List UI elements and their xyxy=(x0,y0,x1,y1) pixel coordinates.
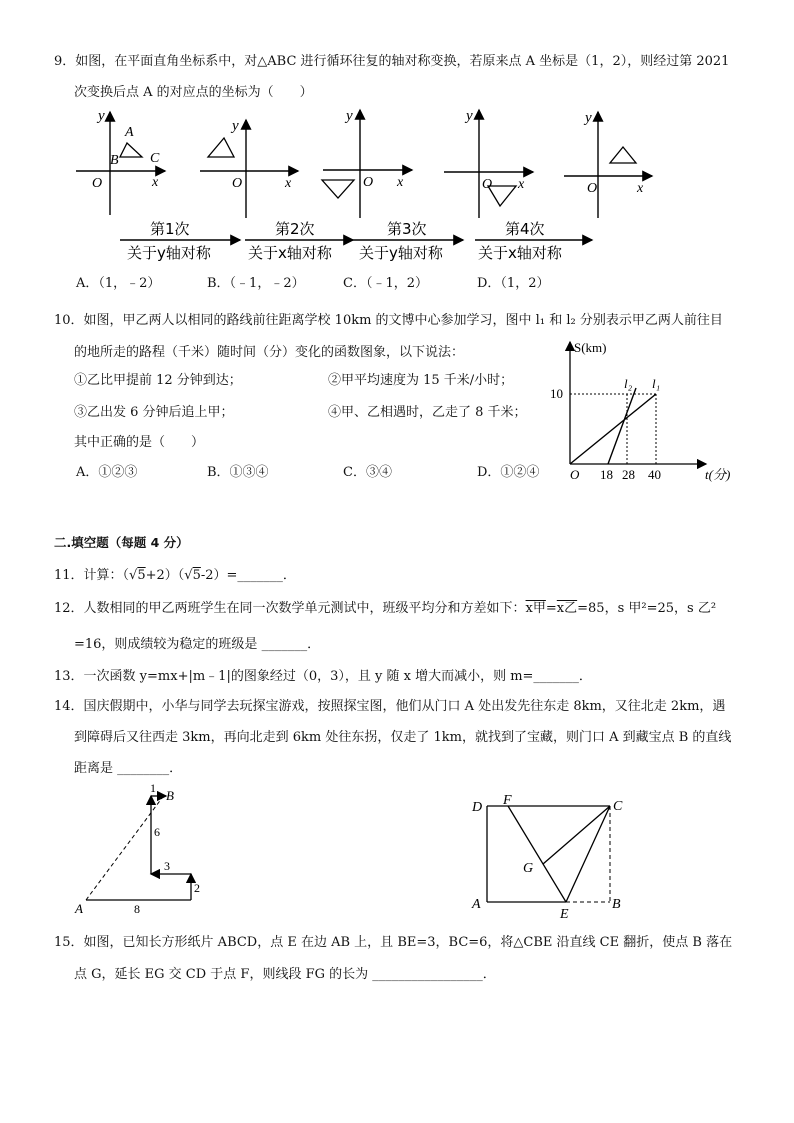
graph-y-tick-10: 10 xyxy=(550,386,563,401)
q13-line: 13．一次函数 y=mx+|m﹣1|的图象经过（0，3），且 y 随 x 增大而减小，则 m=_______． xyxy=(54,669,592,684)
axis-y-label: y xyxy=(98,108,105,124)
label-l2: l₂ xyxy=(624,376,633,391)
q9-option-d: D．（1，2） xyxy=(477,276,550,291)
step-4-label: 第4次 xyxy=(505,220,545,238)
point-b-label: B xyxy=(110,153,119,168)
point-c: C xyxy=(613,799,623,814)
svg-text:O: O xyxy=(363,175,374,190)
svg-text:y: y xyxy=(466,108,473,124)
seg-3: 3 xyxy=(164,859,170,873)
q10-statement-1: ①乙比甲提前 12 分钟到达； xyxy=(74,373,242,388)
q9-option-b: B．（﹣1，﹣2） xyxy=(207,276,305,291)
q10-statement-4: ④甲、乙相遇时，乙走了 8 千米； xyxy=(328,405,527,420)
graph-x-tick-18: 18 xyxy=(600,467,613,482)
q10-statement-3: ③乙出发 6 分钟后追上甲； xyxy=(74,405,234,420)
point-c-label: C xyxy=(150,151,160,166)
q9-line1: 9．如图，在平面直角坐标系中，对△ABC 进行循环往复的轴对称变换，若原来点 A 坐标是（1，2），则经过第 2021 xyxy=(54,54,730,69)
graph-x-tick-28: 28 xyxy=(622,467,635,482)
svg-text:x: x xyxy=(637,181,644,196)
q10-prompt: 其中正确的是（ ） xyxy=(74,435,205,450)
point-e: E xyxy=(560,907,569,922)
seg-2: 2 xyxy=(194,881,200,895)
svg-text:x: x xyxy=(397,175,404,190)
q14-figure xyxy=(66,780,226,920)
coord-panel-5 xyxy=(564,110,652,218)
q10-line2: 的地所走的路程（千米）随时间（分）变化的函数图象，以下说法： xyxy=(74,345,465,360)
q11-line: 11．计算：（√5+2）（√5-2）=_______． xyxy=(54,568,296,583)
svg-text:y: y xyxy=(346,108,353,124)
svg-text:O: O xyxy=(482,177,493,192)
line-l1 xyxy=(570,394,656,464)
section-2-heading: 二.填空题（每题 4 分） xyxy=(54,535,189,550)
q10-line1: 10．如图，甲乙两人以相同的路线前往距离学校 10km 的文博中心参加学习，图中 l₁ 和 l₂ 分别表示甲乙两人前往目 xyxy=(54,313,723,328)
q14-line1: 14．国庆假期中，小华与同学去玩探宝游戏，按照探宝图，他们从门口 A 处出发先往东走 8km，又往北走 2km，遇 xyxy=(54,699,726,714)
q10-option-d: D．①②④ xyxy=(477,465,540,480)
q10-option-a: A．①②③ xyxy=(76,465,138,480)
q15-line2: 点 G，延长 EG 交 CD 于点 F，则线段 FG 的长为 _________________． xyxy=(74,967,496,982)
q12-line2: =16，则成绩较为稳定的班级是 _______． xyxy=(74,637,321,652)
line-l2 xyxy=(608,388,636,464)
q9-figure xyxy=(70,100,690,270)
svg-text:O: O xyxy=(587,181,598,196)
step-1-label: 第1次 xyxy=(150,220,190,238)
axis-x-label: x xyxy=(152,175,159,190)
q15-line1: 15．如图，已知长方形纸片 ABCD，点 E 在边 AB 上，且 BE=3，BC=6，将△CBE 沿直线 CE 翻折，使点 B 落在 xyxy=(54,935,733,950)
origin-label: O xyxy=(92,176,103,191)
q9-option-a: A．（1，﹣2） xyxy=(76,276,161,291)
coord-panel-original xyxy=(76,108,165,215)
step-1-desc: 关于y轴对称 xyxy=(127,244,211,262)
seg-6: 6 xyxy=(154,825,160,839)
coord-panel-4 xyxy=(444,108,533,218)
point-a-label: A xyxy=(125,125,134,140)
svg-text:x: x xyxy=(285,176,292,191)
graph-x-tick-40: 40 xyxy=(648,467,661,482)
q9-line2: 次变换后点 A 的对应点的坐标为（ ） xyxy=(74,85,313,100)
q10-statement-2: ②甲平均速度为 15 千米/小时； xyxy=(328,373,514,388)
step-2-desc: 关于x轴对称 xyxy=(248,244,332,262)
q9-option-c: C．（﹣1，2） xyxy=(343,276,428,291)
graph-x-label: t(分) xyxy=(705,467,731,482)
q10-graph xyxy=(540,336,740,486)
triangle-abc xyxy=(120,143,142,157)
svg-text:x: x xyxy=(518,177,525,192)
step-3-label: 第3次 xyxy=(387,220,427,238)
step-2-label: 第2次 xyxy=(275,220,315,238)
q10-option-b: B．①③④ xyxy=(207,465,269,480)
q14-line2: 到障碍后又往西走 3km，再向北走到 6km 处往东拐，仅走了 1km，就找到了宝藏，则门口 A 到藏宝点 B 的直线 xyxy=(74,730,732,745)
coord-panel-3 xyxy=(322,108,412,218)
point-g: G xyxy=(523,861,534,876)
q10-option-c: C．③④ xyxy=(343,465,392,480)
step-4-desc: 关于x轴对称 xyxy=(478,244,562,262)
q15-figure xyxy=(465,788,645,928)
point-b: B xyxy=(166,788,174,803)
seg-8: 8 xyxy=(134,902,140,916)
point-a: A xyxy=(75,901,83,916)
point-a: A xyxy=(472,897,481,912)
svg-text:y: y xyxy=(585,110,592,126)
q12-line1: 12．人数相同的甲乙两班学生在同一次数学单元测试中，班级平均分和方差如下：x甲=x乙=85，s 甲²=25，s 乙² xyxy=(54,601,717,616)
label-l1: l₁ xyxy=(652,376,661,391)
q14-line3: 距离是 ________． xyxy=(74,761,183,776)
graph-y-label: S(km) xyxy=(574,340,607,355)
svg-text:y: y xyxy=(232,118,239,134)
svg-text:O: O xyxy=(232,176,243,191)
coord-panel-2 xyxy=(200,118,298,218)
point-b: B xyxy=(612,897,621,912)
point-f: F xyxy=(503,793,512,808)
step-3-desc: 关于y轴对称 xyxy=(359,244,443,262)
seg-1: 1 xyxy=(150,781,156,795)
step-arrows xyxy=(120,220,592,262)
point-d: D xyxy=(472,800,483,815)
graph-origin: O xyxy=(570,467,580,482)
